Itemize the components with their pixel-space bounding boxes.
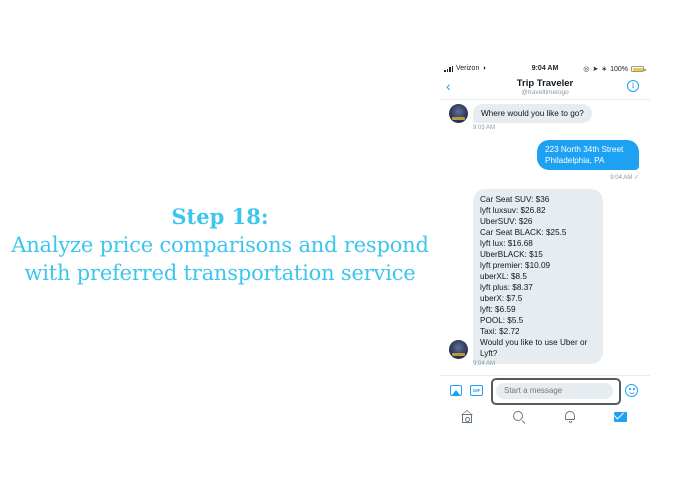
battery-icon xyxy=(631,66,644,72)
conversation-title[interactable]: Trip Traveler xyxy=(516,78,574,89)
price-line: lyft luxsuv: $26.82 xyxy=(480,206,546,215)
price-line: lyft: $6.59 xyxy=(480,305,516,314)
price-line: Car Seat SUV: $36 xyxy=(480,195,550,204)
battery-percent: 100% xyxy=(610,65,628,73)
price-line: UberSUV: $26 xyxy=(480,217,533,226)
message-bubble-outgoing xyxy=(537,140,639,170)
wifi-icon: ◗ xyxy=(482,65,487,72)
message-line: Philadelphia, PA xyxy=(545,156,605,165)
price-line: UberBLACK: $15 xyxy=(480,250,543,259)
price-line: Taxi: $2.72 xyxy=(480,327,520,336)
message-line: 223 North 34th Street xyxy=(545,145,624,154)
price-line: Car Seat BLACK: $25.5 xyxy=(480,228,567,237)
question-line: Lyft? xyxy=(480,349,498,358)
lock-rotation-icon: ◎ xyxy=(583,66,590,73)
conversation-handle: @traveltimetogo xyxy=(521,89,569,96)
conversation-header xyxy=(440,76,650,100)
phone-screen xyxy=(440,62,650,432)
input-highlight-frame xyxy=(491,378,621,405)
bottom-tab-bar xyxy=(440,405,650,429)
step-description-line-2: with preferred transportation service xyxy=(24,261,416,285)
bot-avatar[interactable] xyxy=(449,340,468,359)
step-description-line-1: Analyze price comparisons and respond xyxy=(11,233,429,257)
price-line: uberX: $7.5 xyxy=(480,294,523,303)
envelope-icon[interactable] xyxy=(614,410,628,424)
search-icon[interactable] xyxy=(512,410,526,424)
message-bubble-incoming-prices xyxy=(473,189,603,364)
message-bubble-incoming: Where would you like to go? xyxy=(473,104,592,123)
status-bar xyxy=(440,62,650,76)
gif-icon[interactable]: GIF xyxy=(470,385,483,396)
bot-avatar[interactable] xyxy=(449,104,468,123)
price-line: POOL: $5.5 xyxy=(480,316,524,325)
info-icon[interactable]: i xyxy=(627,80,639,92)
carrier-name: Verizon xyxy=(456,65,480,72)
status-right-group xyxy=(583,65,644,73)
message-timestamp: 9:03 AM xyxy=(473,125,496,131)
message-timestamp: 9:04 AM xyxy=(473,361,496,367)
bluetooth-icon: ∗ xyxy=(601,66,608,73)
price-line: uberXL: $8.5 xyxy=(480,272,527,281)
back-chevron-icon[interactable]: ‹ xyxy=(446,78,451,94)
message-timestamp: 9:04 AM ✓ xyxy=(610,175,639,181)
price-line: lyft plus: $8.37 xyxy=(480,283,533,292)
step-caption xyxy=(0,203,440,287)
bell-icon[interactable] xyxy=(563,410,577,424)
status-time: 9:04 AM xyxy=(531,65,559,72)
question-line: Would you like to use Uber or xyxy=(480,338,588,347)
home-icon[interactable] xyxy=(460,410,474,424)
price-line: lyft lux: $16.68 xyxy=(480,239,533,248)
step-title: Step 18: xyxy=(171,204,269,229)
location-icon: ➤ xyxy=(592,66,599,73)
image-icon[interactable] xyxy=(450,385,462,396)
message-input[interactable] xyxy=(496,383,613,399)
emoji-icon[interactable] xyxy=(625,384,638,397)
message-composer xyxy=(440,375,650,405)
price-line: lyft premier: $10.09 xyxy=(480,261,551,270)
